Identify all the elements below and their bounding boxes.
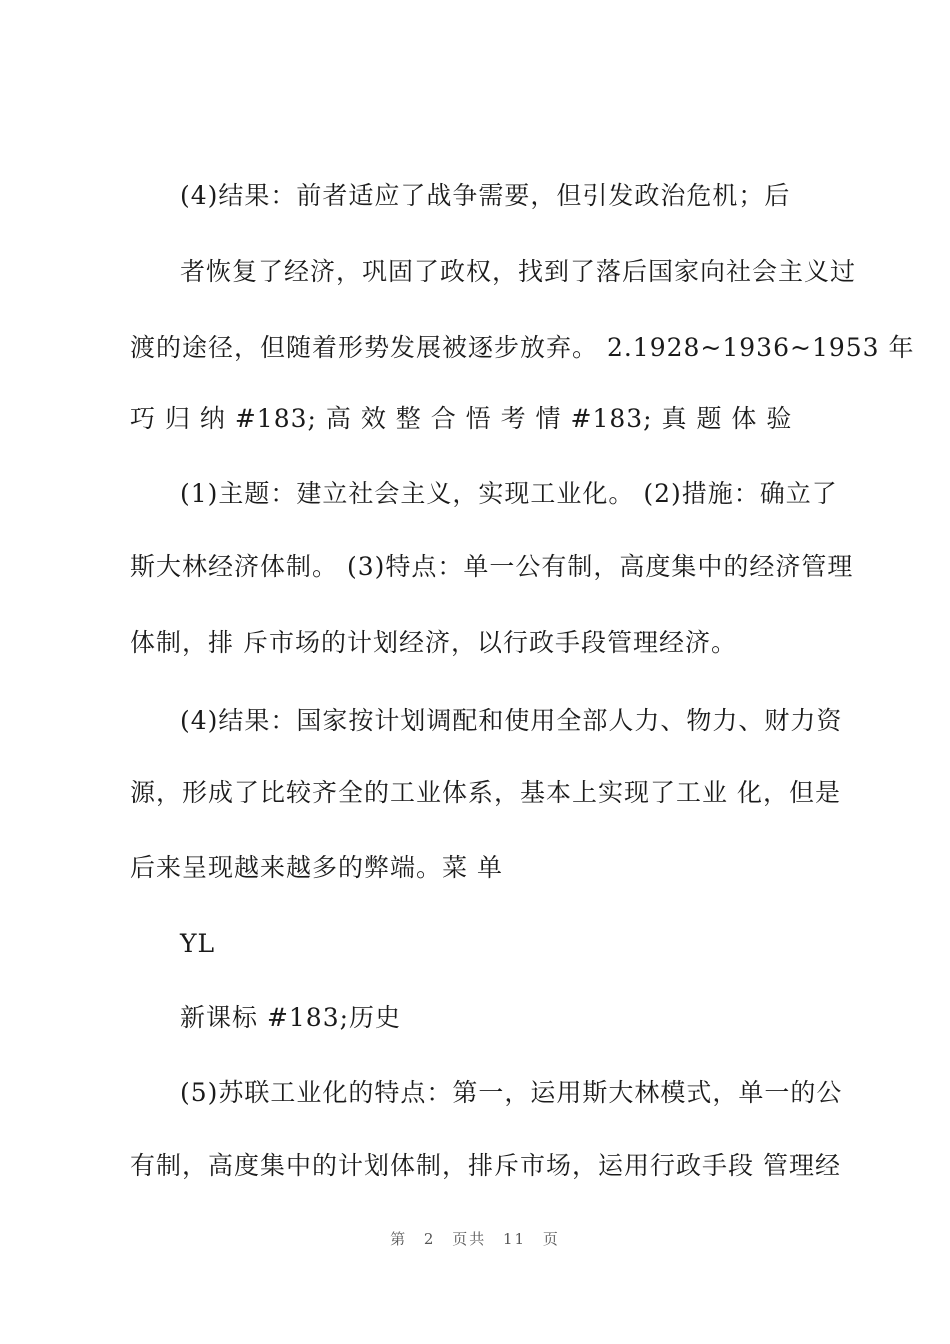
paragraph-line-6: 斯大林经济体制。 (3)特点：单一公有制，高度集中的经济管理 [130,552,854,581]
paragraph-line-9: 源，形成了比较齐全的工业体系，基本上实现了工业 化，但是 [130,778,841,807]
paragraph-line-14: 有制，高度集中的计划体制，排斥市场，运用行政手段 管理经 [130,1151,841,1180]
paragraph-line-7: 体制，排 斥市场的计划经济，以行政手段管理经济。 [130,628,737,657]
paragraph-line-13: (5)苏联工业化的特点：第一，运用斯大林模式，单一的公 [180,1078,843,1107]
paragraph-line-8: (4)结果：国家按计划调配和使用全部人力、物力、财力资 [180,706,843,735]
paragraph-line-3: 渡的途径，但随着形势发展被逐步放弃。 2.1928~1936~1953 年 [130,333,915,362]
paragraph-line-5: (1)主题：建立社会主义，实现工业化。 (2)措施：确立了 [180,479,838,508]
paragraph-line-11: YL [180,929,216,958]
paragraph-line-1: (4)结果：前者适应了战争需要，但引发政治危机；后 [180,181,791,210]
paragraph-line-2: 者恢复了经济，巩固了政权，找到了落后国家向社会主义过 [180,257,857,286]
paragraph-line-12: 新课标 #183;历史 [180,1003,402,1032]
section-heading-line: 巧 归 纳 #183; 高 效 整 合 悟 考 情 #183; 真 题 体 验 [130,404,793,433]
page-number-footer: 第 2 页共 11 页 [390,1230,560,1248]
paragraph-line-10: 后来呈现越来越多的弊端。菜 单 [130,853,503,882]
